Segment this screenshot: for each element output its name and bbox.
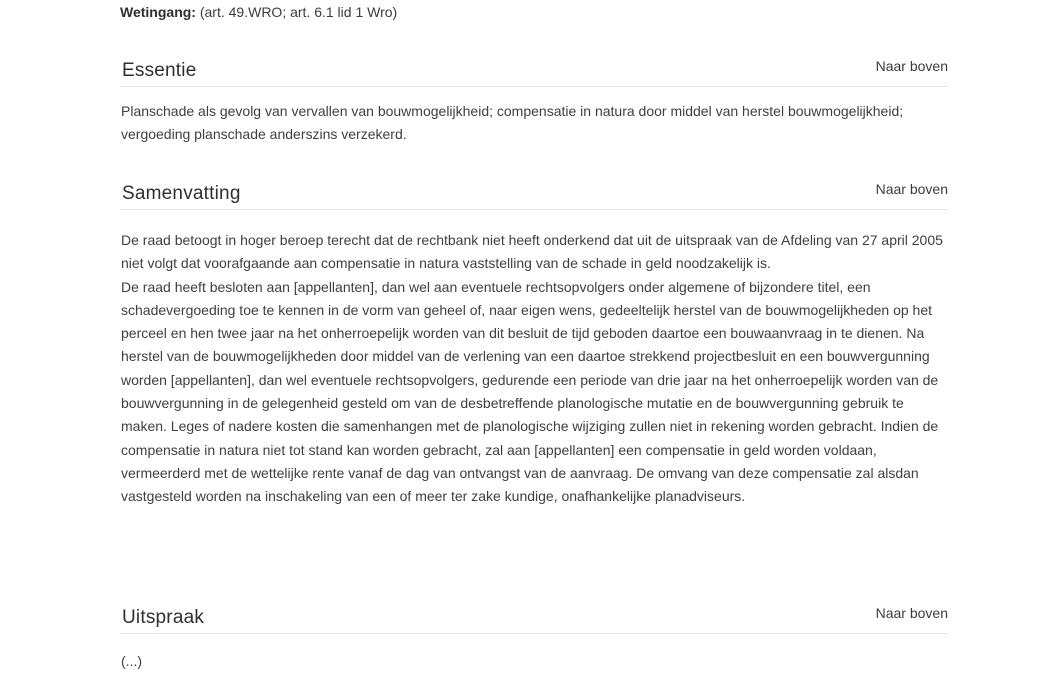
section-uitspraak	[120, 607, 948, 673]
back-to-top-link[interactable]: Naar boven	[875, 605, 948, 621]
section-title-essentie: Essentie	[122, 60, 197, 81]
section-header	[120, 607, 948, 634]
back-to-top-link[interactable]: Naar boven	[875, 58, 948, 74]
section-title-uitspraak: Uitspraak	[122, 607, 205, 628]
wetingang-value: (art. 49.WRO; art. 6.1 lid 1 Wro)	[195, 4, 398, 20]
wetingang-label: Wetingang:	[120, 4, 196, 20]
section-body-essentie	[120, 100, 948, 147]
section-body-uitspraak	[120, 650, 948, 673]
paragraph: (...)	[121, 653, 142, 669]
back-to-top-link[interactable]: Naar boven	[875, 181, 948, 197]
section-header	[120, 60, 948, 87]
paragraph: De raad heeft besloten aan [appellanten], dan wel aan eventuele rechtsopvolgers onder algemene of bijzondere titel, een schadevergoeding toe te kennen in de vorm van geheel of, naar eigen wens, gedeeltelijk herstel van de bouwmogelijkheden op het perceel en hen twee jaar na het onherroepelijk worden van dit besluit de tijd geboden daartoe een bouwaanvraag in te dienen. Na herstel van de bouwmogelijkheden door middel van de verlening van een daartoe strekkend projectbesluit en een bouwvergunning worden [appellanten], dan wel eventuele rechtsopvolgers, gedurende een periode van drie jaar na het onherroepelijk worden van de bouwvergunning in de gelegenheid gesteld om van de desbetreffende planologische mutatie en de bouwvergunning gebruik te maken. Leges of nadere kosten die samenhangen met de planologische wijziging zullen niet in rekening worden gebracht. Indien de compensatie in natura niet tot stand kan worden gebracht, zal aan [appellanten] een compensatie in geld worden voldaan, vermeerderd met de wettelijke rente vanaf de dag van ontvangst van de aanvraag. De omvang van deze compensatie zal alsdan vastgesteld worden na inschakeling van een of meer ter zake kundige, onafhankelijke planadviseurs.	[121, 278, 939, 505]
wetingang-line	[120, 4, 397, 20]
paragraph: De raad betoogt in hoger beroep terecht dat de rechtbank niet heeft onderkend dat uit de uitspraak van de Afdeling van 27 april 2005 niet volgt dat voorafgaande aan compensatie in natura vaststelling van de schade in geld noodzakelijk is.	[121, 232, 943, 272]
section-samenvatting	[120, 183, 948, 509]
section-title-samenvatting: Samenvatting	[122, 183, 241, 204]
paragraph: Planschade als gevolg van vervallen van bouwmogelijkheid; compensatie in natura door middel van herstel bouwmogelijkheid; vergoeding planschade anderszins verzekerd.	[121, 103, 904, 143]
section-header	[120, 183, 948, 210]
section-body-samenvatting	[120, 229, 948, 509]
section-essentie	[120, 60, 948, 147]
